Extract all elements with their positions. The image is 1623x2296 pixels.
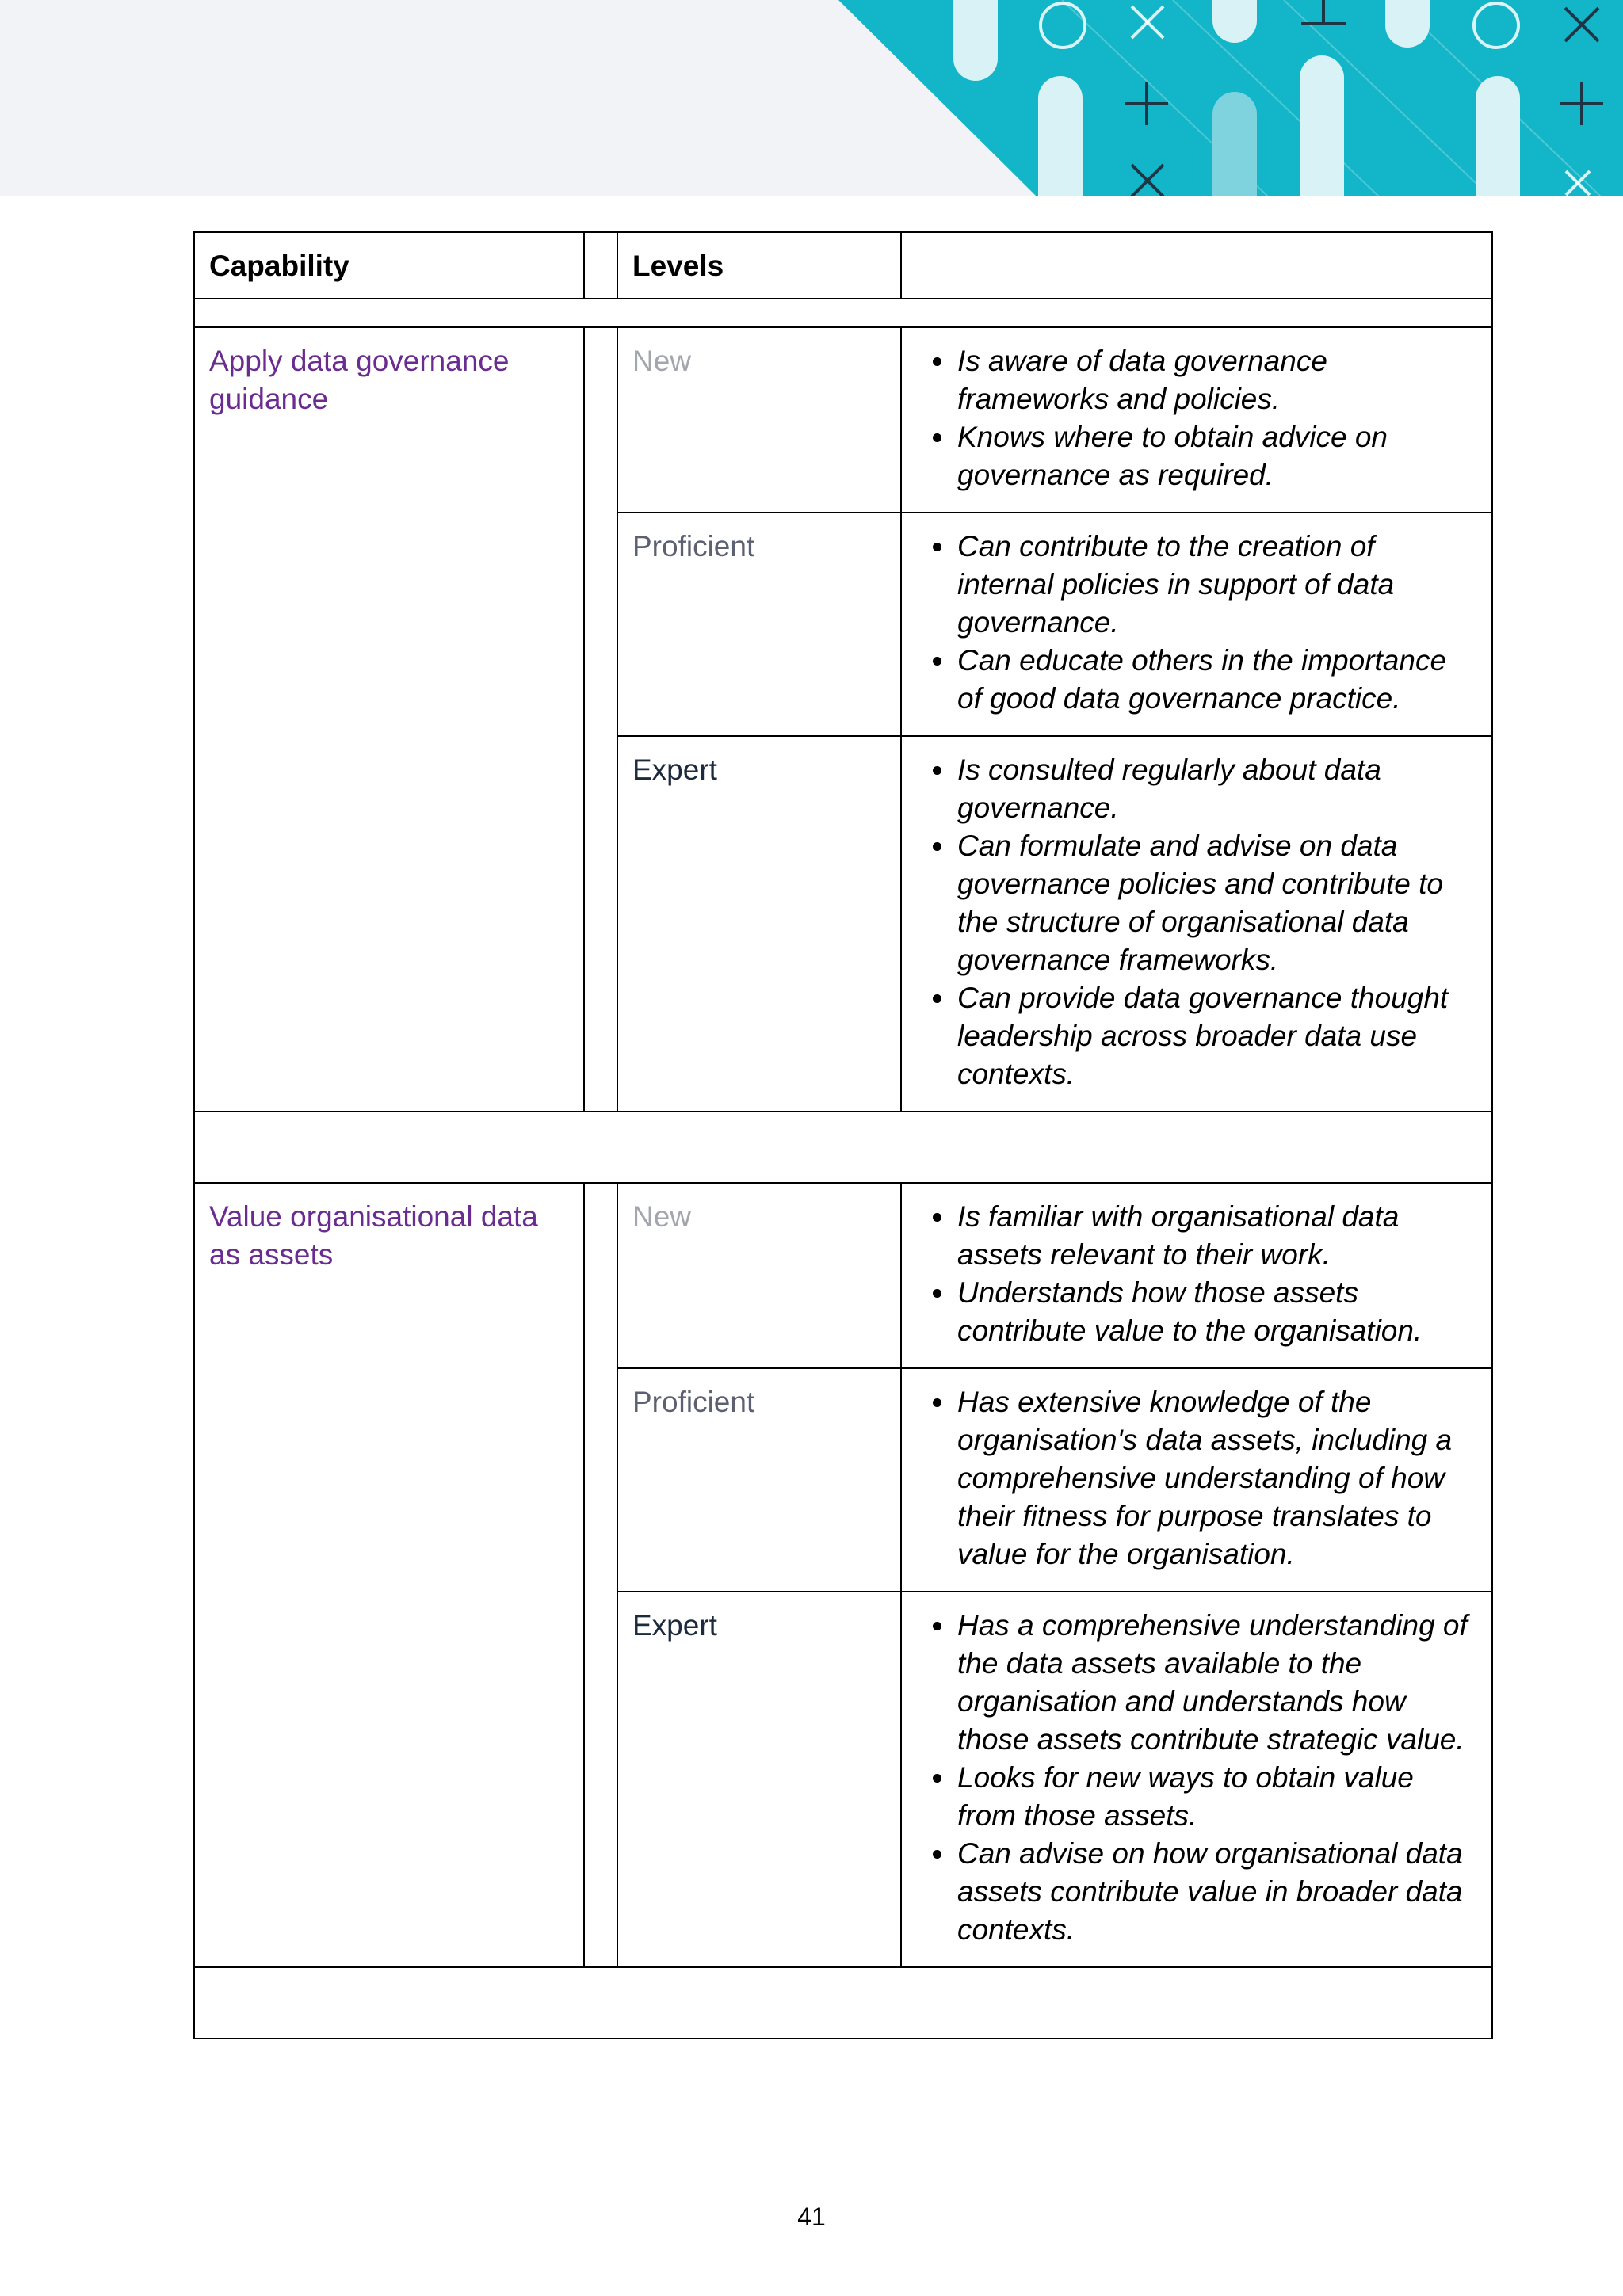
list-item: • Can advise on how organisational data assets contribute value in broader data contexts. <box>956 1835 1479 1949</box>
level-description <box>901 513 1492 736</box>
level-description <box>901 327 1492 513</box>
level-label: New <box>617 1183 901 1368</box>
list-item: • Looks for new ways to obtain value from those assets. <box>956 1759 1479 1835</box>
spacer-cell <box>584 327 617 1112</box>
level-description <box>901 1368 1492 1592</box>
table-row <box>194 327 1492 513</box>
level-label: New <box>617 327 901 513</box>
list-item: • Knows where to obtain advice on governance as required. <box>956 418 1479 494</box>
level-label: Proficient <box>617 1368 901 1592</box>
section-separator-row <box>194 1112 1492 1183</box>
table-header-row <box>194 232 1492 299</box>
list-item: • Is aware of data governance frameworks and policies. <box>956 342 1479 418</box>
capability-name: Value organisational data as assets <box>194 1183 584 1967</box>
section-separator-row <box>194 1967 1492 2039</box>
page-number: 41 <box>797 2203 826 2231</box>
list-item: • Can educate others in the importance of good data governance practice. <box>956 642 1479 718</box>
spacer-cell <box>584 232 617 299</box>
list-item: • Understands how those assets contribute value to the organisation. <box>956 1274 1479 1350</box>
header-decoration <box>0 0 1623 196</box>
spacer-cell <box>584 1183 617 1967</box>
capability-name: Apply data governance guidance <box>194 327 584 1112</box>
level-label: Expert <box>617 736 901 1112</box>
level-description <box>901 736 1492 1112</box>
table-row <box>194 1183 1492 1368</box>
list-item: • Can formulate and advise on data governance policies and contribute to the structure of organisational data governance frameworks. <box>956 827 1479 979</box>
list-item: • Has a comprehensive understanding of the data assets available to the organisation and understands how those assets contribute strategic value. <box>956 1607 1479 1759</box>
list-item: • Is familiar with organisational data assets relevant to their work. <box>956 1198 1479 1274</box>
capability-header: Capability <box>194 232 584 299</box>
level-label: Proficient <box>617 513 901 736</box>
list-item: • Can contribute to the creation of internal policies in support of data governance. <box>956 528 1479 642</box>
level-label: Expert <box>617 1592 901 1967</box>
level-description <box>901 1592 1492 1967</box>
level-description <box>901 1183 1492 1368</box>
spacer-row <box>194 299 1492 327</box>
description-header <box>901 232 1492 299</box>
levels-header: Levels <box>617 232 901 299</box>
list-item: • Is consulted regularly about data governance. <box>956 751 1479 827</box>
capability-table <box>193 231 1493 2039</box>
list-item: • Can provide data governance thought leadership across broader data use contexts. <box>956 979 1479 1093</box>
list-item: • Has extensive knowledge of the organisation's data assets, including a comprehensive understanding of how their fitness for purpose translates to value for the organisation. <box>956 1383 1479 1573</box>
